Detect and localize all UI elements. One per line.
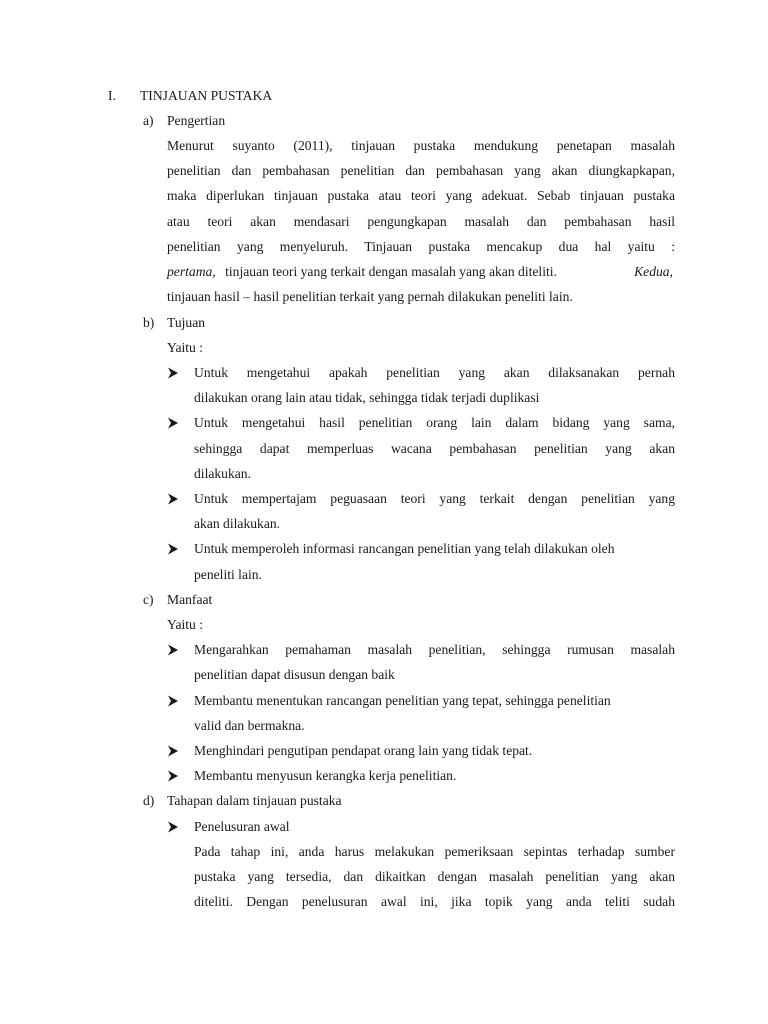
bullet-line: akan dilakukan. (194, 516, 281, 531)
paragraph-line: penelitian yang menyeluruh. Tinjauan pustaka mencakup dua hal yaitu : (167, 239, 675, 254)
paragraph-line: Pada tahap ini, anda harus melakukan pemeriksaan sepintas terhadap sumber (194, 844, 675, 859)
subsection-marker-b: b) (143, 315, 155, 330)
bullet-line: Untuk memperoleh informasi rancangan penelitian yang telah dilakukan oleh (194, 541, 615, 556)
bullet-line: valid dan bermakna. (194, 718, 305, 733)
bullet-line: dilakukan. (194, 466, 252, 481)
arrowhead-bullet-icon (167, 490, 179, 508)
arrowhead-bullet-icon (167, 767, 179, 785)
arrowhead-bullet-icon (167, 540, 179, 558)
arrowhead-bullet-icon (167, 641, 179, 659)
paragraph-line: penelitian dan pembahasan penelitian dan pembahasan yang akan diungkapkapan, (167, 163, 675, 178)
paragraph-line: atau teori akan mendasari pengungkapan masalah dan pembahasan hasil (167, 214, 675, 229)
paragraph-line: pustaka yang tersedia, dan dikaitkan dengan masalah penelitian yang akan (194, 869, 675, 884)
bullet-line: Untuk mengetahui hasil penelitian orang lain dalam bidang yang sama, (194, 415, 675, 430)
paragraph-line: diteliti. Dengan penelusuran awal ini, jika topik yang anda teliti sudah (194, 894, 675, 909)
bullet-line: Membantu menyusun kerangka kerja penelitian. (194, 768, 457, 783)
bullet-line: Untuk mempertajam peguasaan teori yang terkait dengan penelitian yang (194, 491, 675, 506)
arrowhead-bullet-icon (167, 742, 179, 760)
bullet-line: Membantu menentukan rancangan penelitian yang tepat, sehingga penelitian (194, 693, 611, 708)
subsection-marker-d: d) (143, 793, 155, 808)
bullet-line: Menghindari pengutipan pendapat orang lain yang tidak tepat. (194, 743, 533, 758)
intro-text: Yaitu : (167, 617, 204, 632)
subsection-title-tahapan: Tahapan dalam tinjauan pustaka (167, 793, 342, 808)
subsection-marker-a: a) (143, 113, 154, 128)
paragraph-line: Menurut suyanto (2011), tinjauan pustaka mendukung penetapan masalah (167, 138, 675, 153)
section-heading: TINJAUAN PUSTAKA (140, 88, 273, 103)
bullet-title-penelusuran-awal: Penelusuran awal (194, 819, 290, 834)
intro-text: Yaitu : (167, 340, 204, 355)
bullet-line: penelitian dapat disusun dengan baik (194, 667, 395, 682)
paragraph-line: tinjauan hasil – hasil penelitian terkait yang pernah dilakukan peneliti lain. (167, 289, 573, 304)
bullet-line: peneliti lain. (194, 567, 262, 582)
bullet-line: Mengarahkan pemahaman masalah penelitian, sehingga rumusan masalah (194, 642, 675, 657)
arrowhead-bullet-icon (167, 414, 179, 432)
arrowhead-bullet-icon (167, 364, 179, 382)
subsection-title-manfaat: Manfaat (167, 592, 213, 607)
paragraph-line-mixed (167, 263, 675, 281)
bullet-line: sehingga dapat memperluas wacana pembahasan penelitian yang akan (194, 441, 675, 456)
subsection-marker-c: c) (143, 592, 154, 607)
bullet-line: Untuk mengetahui apakah penelitian yang akan dilaksanakan pernah (194, 365, 675, 380)
arrowhead-bullet-icon (167, 692, 179, 710)
italic-term-pertama: pertama, (167, 264, 216, 279)
italic-term-kedua: Kedua, (634, 264, 673, 279)
section-numeral: I. (108, 88, 116, 103)
arrowhead-bullet-icon (167, 818, 179, 836)
subsection-title-tujuan: Tujuan (167, 315, 206, 330)
subsection-title-pengertian: Pengertian (167, 113, 226, 128)
paragraph-line: maka diperlukan tinjauan pustaka atau teori yang adekuat. Sebab tinjauan pustaka (167, 188, 675, 203)
paragraph-text: tinjauan teori yang terkait dengan masalah yang akan diteliti. (225, 264, 557, 279)
bullet-line: dilakukan orang lain atau tidak, sehingga tidak terjadi duplikasi (194, 390, 540, 405)
